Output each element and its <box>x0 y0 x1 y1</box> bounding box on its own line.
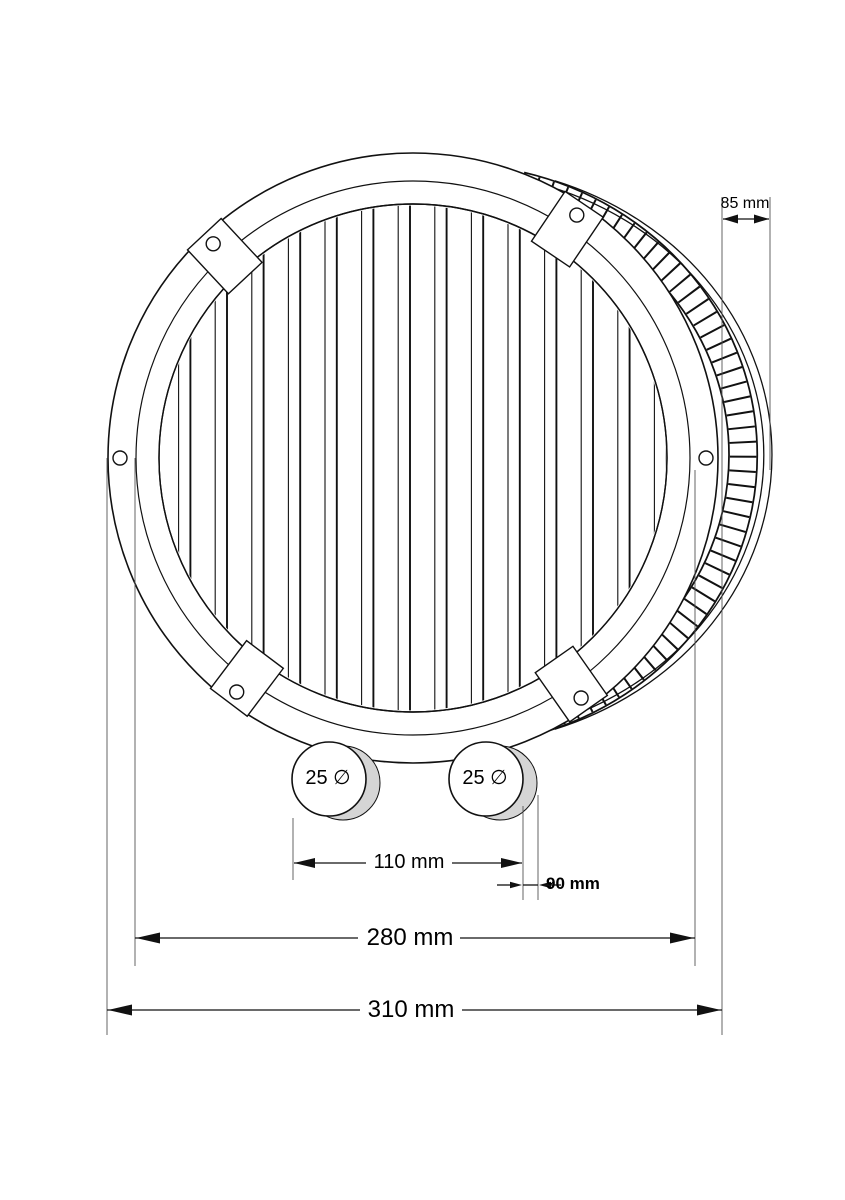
arrowhead <box>294 858 315 868</box>
screw-hole-left <box>113 451 127 465</box>
arrowhead <box>670 933 694 944</box>
arrowhead <box>510 882 522 888</box>
screw-hole-bottom-left <box>230 685 244 699</box>
arrowhead <box>723 215 738 224</box>
arrowhead <box>108 1005 132 1016</box>
dimension-85 <box>723 215 769 224</box>
dimension-label-310: 310 mm <box>367 996 455 1023</box>
screw-hole-bottom-right <box>574 691 588 705</box>
arrowhead <box>754 215 769 224</box>
spigot-diameter-label-right: 25 ∅ <box>462 767 508 789</box>
arrowhead <box>697 1005 721 1016</box>
arrowhead <box>136 933 160 944</box>
dimension-label-110: 110 mm <box>373 851 445 873</box>
dimension-label-90: 90 mm <box>546 874 600 893</box>
spigot-diameter-label-left: 25 ∅ <box>305 767 351 789</box>
arrowhead <box>501 858 522 868</box>
screw-hole-right <box>699 451 713 465</box>
screw-hole-top-right <box>570 208 584 222</box>
dimension-label-85: 85 mm <box>720 195 770 212</box>
dimension-label-280: 280 mm <box>366 924 454 951</box>
screw-hole-top-left <box>206 237 220 251</box>
